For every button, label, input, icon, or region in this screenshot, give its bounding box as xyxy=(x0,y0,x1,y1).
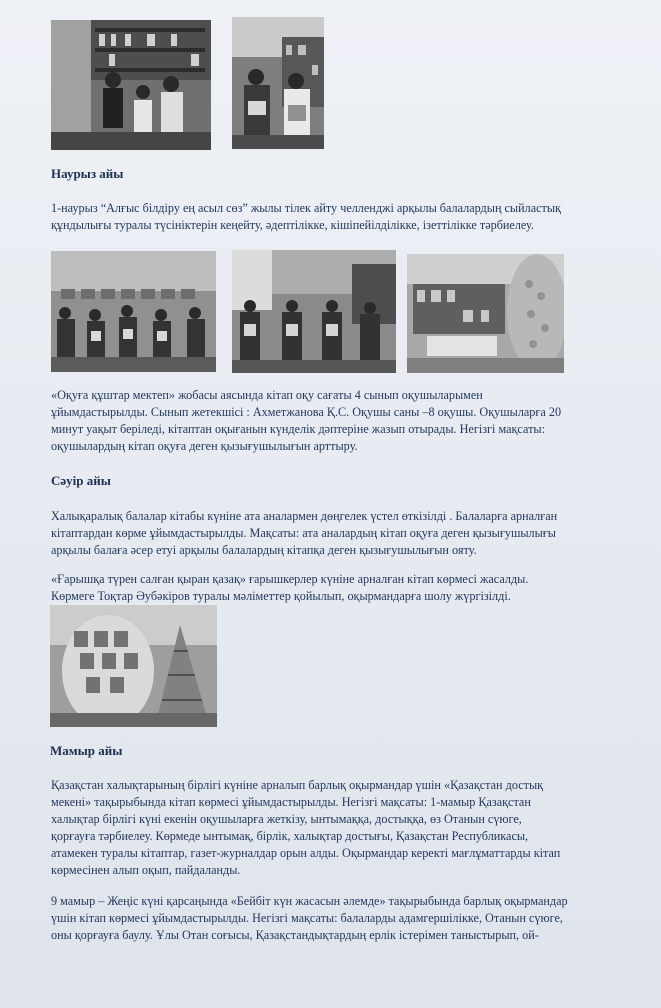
photo-students-library-1 xyxy=(51,20,211,150)
paragraph-unity-day xyxy=(51,777,560,879)
text-line: атамекен туралы кітаптар, газет-журналдар орын алды. Оқырмандар керекті мағлұматтарды кітап xyxy=(51,846,561,860)
heading-sauir: Сәуір айы xyxy=(51,473,111,488)
text-line: 1-наурыз “Алғыс білдіру ең асыл сөз” жылы тілек айту челленджі арқылы балалардың сыйластық xyxy=(51,201,561,215)
text-line: құндылығы туралы түсініктерін кеңейту, әдептілікке, кішіпейілділікке, ізеттілікке тәрбиелеу. xyxy=(51,218,534,232)
text-line: көрмесінен алып оқып, пайдаланды. xyxy=(51,863,241,877)
paragraph-reading-hour xyxy=(51,387,561,455)
photo-book-exhibition xyxy=(50,605,217,727)
text-line: 9 мамыр – Жеңіс күні қарсаңында «Бейбіт күн жасасын әлемде» тақырыбында барлық оқырмандар xyxy=(51,894,568,908)
text-line: халықтар бірлігі күні екенін оқушыларға жеткізу, ынтымаққа, достыққа, өз Отанын сүюге, xyxy=(51,812,522,826)
photo-library-display xyxy=(407,254,564,373)
text-line: арқылы балаға әсер етуі арқылы балалардың кітапқа деген қызығушылығын ояту. xyxy=(51,543,477,557)
text-line: үшін кітап көрмесі ұйымдастырылды. Негізгі мақсаты: балаларды адамгершілікке, Отанын сүюге, xyxy=(51,911,563,925)
paragraph-challenge xyxy=(51,200,561,234)
photo-reading-hour-1 xyxy=(51,251,216,372)
photo-students-library-2 xyxy=(232,17,324,149)
text-line: Халықаралық балалар кітабы күніне ата аналармен дөңгелек үстел өткізілді . Балаларға арналған xyxy=(51,509,558,523)
text-line: оны қорғауға баулу. Ұлы Отан соғысы, Қазақстандықтардың ерлік істерімен таныстырып, ой- xyxy=(51,928,539,942)
text-line: минут уақыт беріледі, кітаптан оқығанын күнделік дәптеріне жазып отырады. Негізгі мақсаты: xyxy=(51,422,545,436)
text-line: кітаптардан көрме ұйымдастырылды. Мақсаты: ата аналардың кітап оқуға деген қызығушылығы xyxy=(51,526,556,540)
text-line: мекені» тақырыбында кітап көрмесі ұйымдастырылды. Негізгі мақсаты: 1-мамыр Қазақстан xyxy=(51,795,531,809)
heading-nauryz: Наурыз айы xyxy=(51,166,124,181)
text-line: Көрмеге Тоқтар Әубәкіров туралы мәліметтер қойылып, оқырмандарға шолу жүргізілді. xyxy=(51,589,511,603)
heading-mamyr: Мамыр айы xyxy=(50,743,123,758)
paragraph-childrens-book-day xyxy=(51,508,557,559)
text-line: Қазақстан халықтарының бірлігі күніне арналып барлық оқырмандар үшін «Қазақстан достық xyxy=(51,778,544,792)
photo-reading-hour-2 xyxy=(232,250,396,373)
text-line: ұйымдастырылды. Сынып жетекшісі : Ахметжанова Қ.С. Оқушы саны –8 оқушы. Оқушыларға 20 xyxy=(51,405,562,419)
paragraph-victory-day xyxy=(51,893,568,944)
text-line: қорғауға тәрбиелеу. Көрмеде ынтымақ, бірлік, халықтар достығы, Қазақстан Республикасы, xyxy=(51,829,529,843)
text-line: оқушылардың кітап оқуға деген қызығушылығын арттыру. xyxy=(51,439,358,453)
text-line: «Ғарышқа түрен салған қыран қазақ» ғарышкерлер күніне арналған кітап көрмесі жасалды. xyxy=(51,572,529,586)
paragraph-cosmonautics-day xyxy=(51,571,528,605)
text-line: «Оқуға құштар мектеп» жобасы аясында кітап оқу сағаты 4 сынып оқушыларымен xyxy=(51,388,483,402)
